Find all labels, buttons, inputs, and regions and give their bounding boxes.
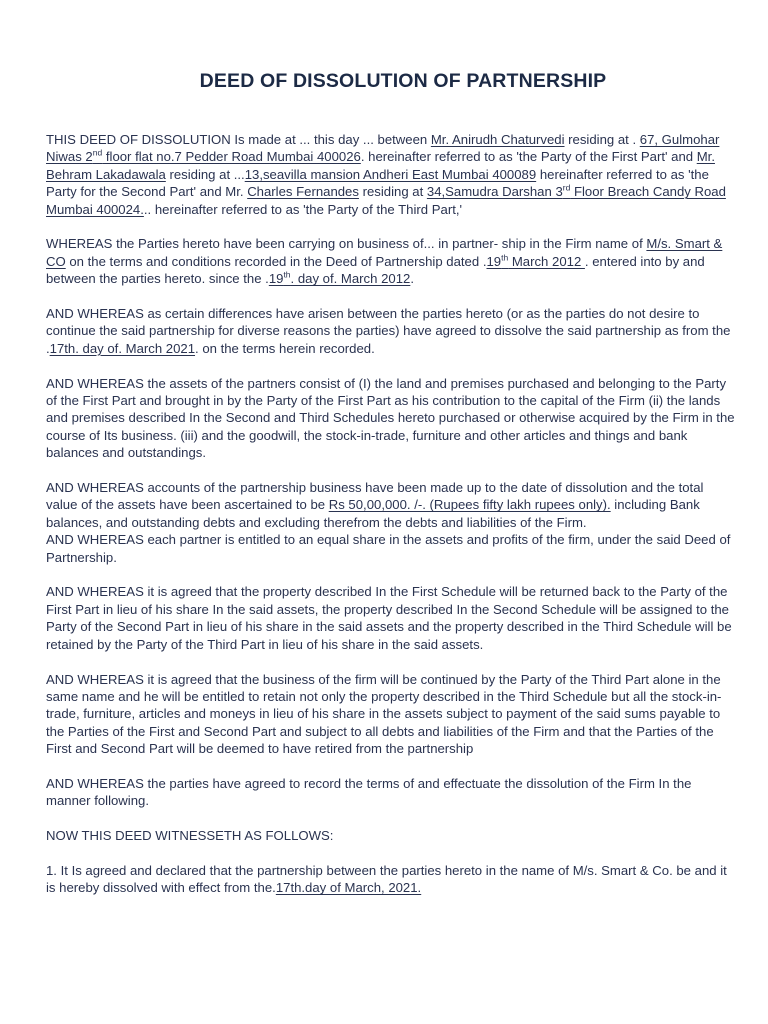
text-span: . on the terms herein recorded. (195, 340, 375, 356)
text-span: . entered into by and between the parties hereto. since the . (46, 253, 705, 287)
paragraph-whereas-differences (46, 305, 736, 357)
dissolution-date: 17th. day of. March 2021 (49, 340, 196, 356)
party-1-address: 67, Gulmohar Niwas 2nd floor flat no.7 Pedder Road Mumbai 400026 (46, 132, 720, 165)
paragraph-whereas-equal-share: AND WHEREAS each partner is entitled to an equal share in the assets and profits of the firm, under the said Deed of Partnership. (46, 532, 731, 565)
paragraph-whereas-assets: AND WHEREAS the assets of the partners consist of (I) the land and premises purchased and belonging to the Party of the First Part and brought in by the Party of the First Part as his contribution to the capital of the Firm (ii) the lands and premises described In the Second and Third Schedules hereto purchased or otherwise acquired by the Firm in the course of Its business. (iii) and the goodwill, the stock-in-trade, furniture and other articles and things and bank balances and outstandings. (46, 375, 735, 461)
effective-date: 17th.day of March, 2021. (275, 880, 422, 896)
text-span: hereinafter referred to as 'the Party for the Second Part' and Mr. (46, 166, 709, 200)
text-span: on the terms and conditions recorded in the Deed of Partnership dated . (65, 253, 487, 269)
document-body (46, 131, 736, 897)
text-span: THIS DEED OF DISSOLUTION Is made at ... this day ... between (46, 132, 431, 147)
party-2-name: Mr. Behram Lakadawala (46, 149, 715, 182)
paragraph-parties (46, 131, 736, 218)
text-span: .. hereinafter referred to as 'the Party of the Third Part,' (143, 201, 463, 217)
text-span: 1. It Is agreed and declared that the partnership between the parties hereto in the name of M/s. Smart & Co. be and it is hereby dissolved with effect from the. (46, 862, 727, 896)
text-span: residing at ... (165, 166, 245, 182)
deed-date: 19th March 2012 (486, 252, 585, 269)
text-span: AND WHEREAS accounts of the partnership business have been made up to the date of dissolution and the total value of the assets have been ascertained to be (46, 480, 704, 513)
paragraph-whereas-continuation: AND WHEREAS it is agreed that the business of the firm will be continued by the Party of the Third Part alone in the same name and he will be entitled to retain not only the property described in the Third Schedule but all the stock-in- trade, furniture, articles and moneys in lieu of his share in the assets subject to payment of the said sums payable to the Parties of the First and Second Part and subject to all debts and liabilities of the Firm and that the Parties of the First and Second Part will be deemed to have retired from the partnership (46, 671, 722, 757)
text-span: residing at . (564, 132, 640, 147)
text-span: AND WHEREAS as certain differences have arisen between the parties hereto (or as the parties do not desire to continue the said partnership for diverse reasons the parties) have agreed to dissolve the said partnership as from the . (46, 306, 731, 356)
paragraph-whereas-property: AND WHEREAS it is agreed that the property described In the First Schedule will be returned back to the Party of the First Part in lieu of his share In the said assets, the property described In the Second Schedule will be assigned to the Party of the Second Part in lieu of his share in the said assets and the property described in the Third Schedule will be retained by the Party of the Third Part in lieu of his share in the said assets. (46, 584, 732, 652)
party-2-address: 13,seavilla mansion Andheri East Mumbai 400089 (244, 166, 537, 182)
clause-1 (46, 862, 736, 897)
document-title: DEED OF DISSOLUTION OF PARTNERSHIP (199, 70, 607, 92)
paragraph-whereas-accounts (46, 479, 736, 531)
text-span: . hereinafter referred to as 'the Party of the First Part' and (360, 149, 697, 165)
party-3-name: Charles Fernandes (247, 184, 359, 200)
paragraph-witnesseth: NOW THIS DEED WITNESSETH AS FOLLOWS: (46, 828, 334, 844)
text-span: WHEREAS the Parties hereto have been carrying on business of... in partner- ship in the Firm name of (46, 236, 647, 252)
assets-amount: Rs 50,00,000. /-. (Rupees fifty lakh rupees only). (328, 497, 611, 513)
party-3-address: 34,Samudra Darshan 3rd Floor Breach Candy Road Mumbai 400024. (46, 182, 726, 217)
party-1-name: Mr. Anirudh Chaturvedi (430, 132, 565, 147)
text-span: residing at (358, 184, 427, 200)
partnership-start-date: 19th. day of. March 2012 (268, 269, 411, 287)
text-span: including Bank balances, and outstanding debts and excluding therefrom the debts and liabilities of the Firm. (46, 497, 700, 530)
firm-name: M/s. Smart & CO (46, 236, 723, 269)
text-span: . (410, 271, 414, 287)
paragraph-whereas-record: AND WHEREAS the parties have agreed to record the terms of and effectuate the dissolution of the Firm In the manner following. (46, 775, 692, 809)
paragraph-whereas-business (46, 235, 736, 287)
